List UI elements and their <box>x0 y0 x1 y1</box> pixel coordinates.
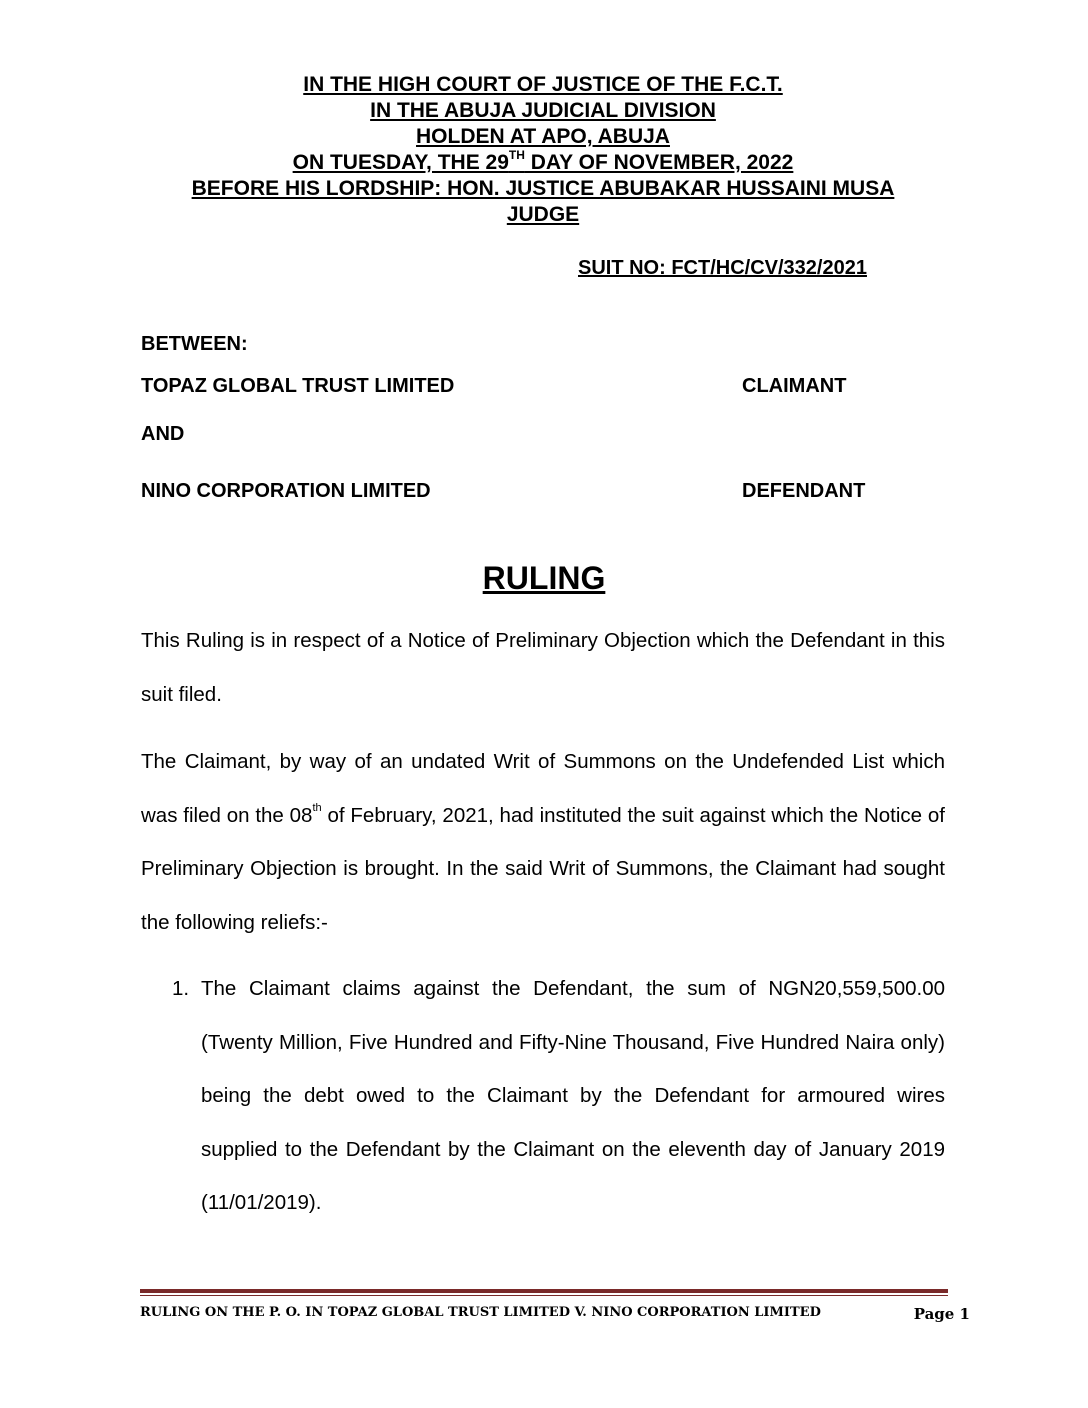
relief-number: 1. <box>172 977 190 1000</box>
claimant-role: CLAIMANT <box>742 375 847 397</box>
footer-running-title: RULING ON THE P. O. IN TOPAZ GLOBAL TRUST LIMITED V. NINO CORPORATION LIMITED <box>140 1305 821 1320</box>
footer-rule-thin <box>140 1295 948 1296</box>
judicial-division: IN THE ABUJA JUDICIAL DIVISION <box>370 99 716 122</box>
presiding-judge: BEFORE HIS LORDSHIP: HON. JUSTICE ABUBAKAR HUSSAINI MUSA <box>191 177 895 200</box>
footer-rule <box>140 1289 948 1293</box>
court-location: HOLDEN AT APO, ABUJA <box>416 125 670 148</box>
court-name: IN THE HIGH COURT OF JUSTICE OF THE F.C.T. <box>303 73 783 96</box>
judge-title: JUDGE <box>506 203 580 226</box>
between-label: BETWEEN: <box>141 333 248 355</box>
and-label: AND <box>141 423 185 445</box>
claimant-name: TOPAZ GLOBAL TRUST LIMITED <box>141 375 455 397</box>
background-paragraph: The Claimant, by way of an undated Writ of Summons on the Undefended List which was filed on the 08th of February, 2021, had instituted the suit against which the Notice of Preliminary Objection is brought. In the said Writ of Summons, the Claimant had sought the following reliefs:- <box>141 750 945 934</box>
ruling-title: RULING <box>482 560 606 596</box>
defendant-name: NINO CORPORATION LIMITED <box>141 480 431 502</box>
relief-text: The Claimant claims against the Defendant, the sum of NGN20,559,500.00 (Twenty Million, Five Hundred and Fifty-Nine Thousand, Five Hundred Naira only) being the debt owed to the Claimant by the Defendant for armoured wires supplied to the Defendant by the Claimant on the eleventh day of January 2019 (11/01/2019). <box>201 977 945 1214</box>
hearing-date: ON TUESDAY, THE 29TH DAY OF NOVEMBER, 2022 <box>292 148 794 174</box>
page-footer <box>140 1305 970 1323</box>
court-header <box>140 72 946 228</box>
suit-number: SUIT NO: FCT/HC/CV/332/2021 <box>578 257 867 279</box>
defendant-role: DEFENDANT <box>742 480 866 502</box>
intro-paragraph: This Ruling is in respect of a Notice of Preliminary Objection which the Defendant in this suit filed. <box>141 629 945 706</box>
page-number: Page 1 <box>913 1305 970 1323</box>
